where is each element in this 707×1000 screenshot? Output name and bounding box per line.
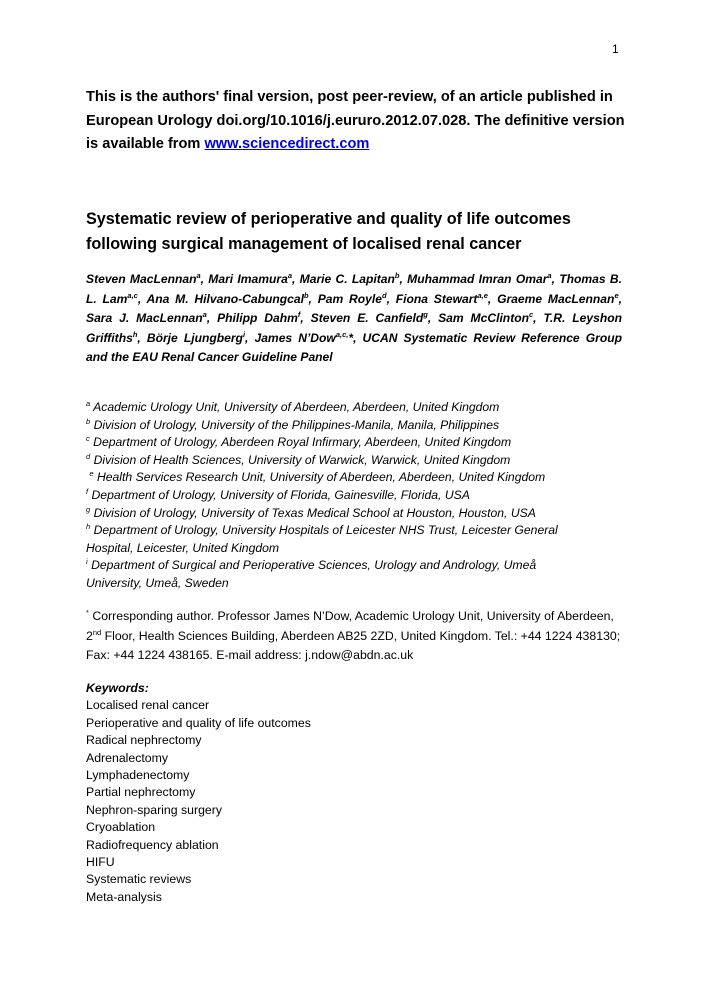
keyword: Radical nephrectomy	[86, 733, 202, 748]
keyword: Perioperative and quality of life outcomes	[86, 715, 311, 730]
author: Philipp Dahm$^f$	[217, 309, 301, 325]
affiliation: $^d$ Division of Health Sciences, University of Warwick, Warwick, United Kingdom	[86, 451, 511, 467]
keyword: Radiofrequency ablation	[86, 837, 219, 852]
affiliation: $^c$ Department of Urology, Aberdeen Royal Infirmary, Aberdeen, United Kingdom	[86, 434, 512, 450]
keyword: Nephron-sparing surgery	[86, 802, 223, 817]
author: Sara J. MacLennan$^a$	[86, 309, 207, 325]
author-group: UCAN Systematic Review Reference Group and the EAU Renal Cancer Guideline Panel	[86, 330, 622, 364]
author: Börje Ljungberg$^i$	[146, 329, 246, 345]
author: Sam McClinton$^c$	[438, 309, 534, 325]
author: Thomas B. L. Lam$^{a,c}$	[86, 272, 622, 306]
affiliation: $^i$ Department of Surgical and Perioperative Sciences, Urology and Andrology, Umeå	[86, 557, 537, 573]
keyword: Lymphadenectomy	[86, 768, 190, 783]
keyword: Cryoablation	[86, 820, 156, 835]
keywords-section	[86, 680, 626, 906]
corresponding-marker: *	[86, 607, 89, 617]
affiliation: $^a$ Academic Urology Unit, University of Aberdeen, Aberdeen, United Kingdom	[86, 398, 500, 414]
keyword: Localised renal cancer	[86, 698, 210, 713]
author: Fiona Stewart$^{a,e}$	[395, 290, 488, 306]
author: T.R. Leyshon Griffiths$^h$	[86, 311, 623, 345]
affiliation: $^h$ Department of Urology, University Hospitals of Leicester NHS Trust, Leicester General	[86, 522, 558, 538]
keyword: Adrenalectomy	[86, 750, 169, 765]
notice-text: This is the authors' final version, post peer-review, of an article published in European Urology doi.org/10.1016/j.eururo.2012.07.028. The definitive version is available from	[86, 89, 625, 152]
keywords-heading: Keywords:	[86, 681, 149, 695]
keyword: Meta-analysis	[86, 889, 162, 904]
affiliation: $^f$ Department of Urology, University of Florida, Gainesville, Florida, USA	[86, 486, 470, 502]
page-number: 1	[612, 42, 619, 56]
affiliation: $^e$ Health Services Research Unit, University of Aberdeen, Aberdeen, United Kingdom	[89, 469, 546, 485]
author: Graeme MacLennan$^e$	[497, 290, 619, 306]
affiliation: $^b$ Division of Urology, University of the Philippines-Manila, Manila, Philippines	[86, 416, 500, 432]
sciencedirect-link[interactable]: www.sciencedirect.com	[204, 136, 370, 152]
keyword: HIFU	[86, 855, 115, 870]
keyword: Partial nephrectomy	[86, 785, 196, 800]
affiliation-continuation: University, Umeå, Sweden	[86, 575, 229, 590]
author: James N’Dow$^{a,c,}$*	[254, 329, 354, 345]
author: Steven MacLennan$^a$	[86, 270, 201, 286]
author: Muhammad Imran Omar$^a$	[407, 270, 552, 286]
author: Pam Royle$^d$	[317, 290, 387, 306]
author: Steven E. Canfield$^g$	[310, 309, 428, 325]
keyword: Systematic reviews	[86, 872, 192, 887]
publication-notice	[86, 86, 626, 157]
affiliation-continuation: Hospital, Leicester, United Kingdom	[86, 540, 280, 555]
author: Marie C. Lapitan$^b$	[299, 270, 400, 286]
author-list: Steven MacLennan$^a$, Mari Imamura$^a$, Marie C. Lapitan$^b$, Muhammad Imran Omar$^a$, Thomas B. L. Lam$^{a,c}$, Ana M. Hilvano-Cabungcal$^b$, Pam Royle$^d$, Fiona Stewart$^{a,e}$, Graeme MacLennan$^e$, Sara J. MacLennan$^a$, Philipp Dahm$^f$, Steven E. Canfield$^g$, Sam McClinton$^c$, T.R. Leyshon Griffiths$^h$, Börje Ljungberg$^i$, James N’Dow$^{a,c,}$*, UCAN Systematic Review Reference Group and the EAU Renal Cancer Guideline Panel	[86, 270, 623, 364]
author: Ana M. Hilvano-Cabungcal$^b$	[146, 290, 309, 306]
article-title: Systematic review of perioperative and quality of life outcomes following surgical management of localised renal cancer	[86, 210, 571, 253]
affiliation-list	[86, 399, 626, 593]
affiliation: $^g$ Division of Urology, University of Texas Medical School at Houston, Houston, USA	[86, 504, 536, 520]
author: Mari Imamura$^a$	[208, 270, 293, 286]
corresponding-author: * Corresponding author. Professor James N’Dow, Academic Urology Unit, University of Aberdeen, 2nd Floor, Health Sciences Building, Aberdeen AB25 2ZD, United Kingdom. Tel.: +44 1224 438130; Fax: +44 1224 438165. E-mail address: j.ndow@abdn.ac.uk	[86, 607, 621, 662]
